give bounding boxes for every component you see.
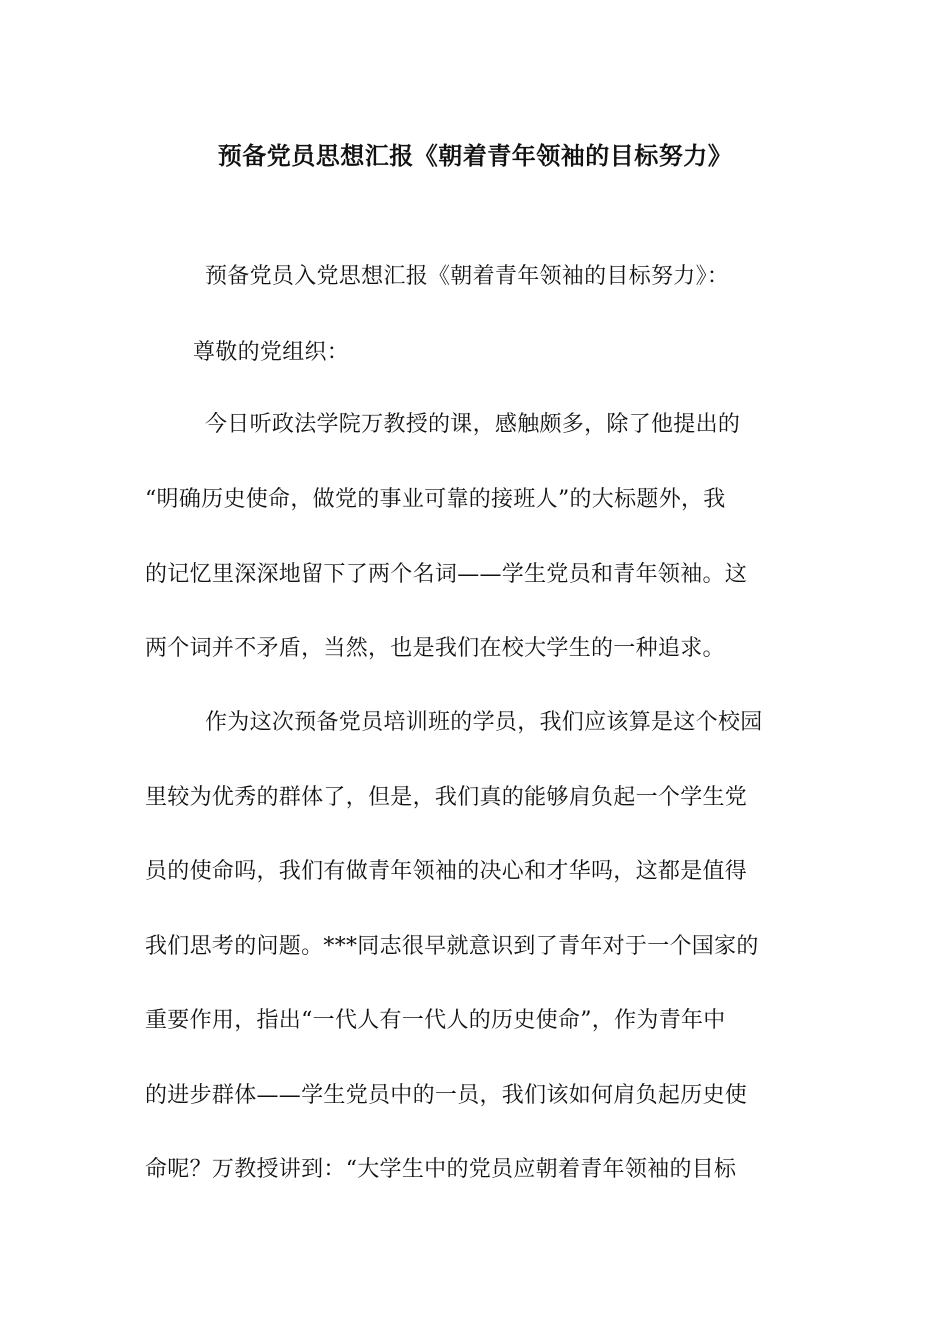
intro-line: 预备党员入党思想汇报《朝着青年领袖的目标努力》： [205, 264, 730, 289]
paragraph-2-line-1: 作为这次预备党员培训班的学员，我们应该算是这个校园 [205, 710, 763, 735]
paragraph-2-line-4: 我们思考的问题。***同志很早就意识到了青年对于一个国家的 [145, 934, 759, 959]
document-title: 预备党员思想汇报《朝着青年领袖的目标努力》 [217, 141, 733, 170]
paragraph-1-line-4: 两个词并不矛盾，当然，也是我们在校大学生的一种追求。 [145, 636, 725, 661]
salutation-line: 尊敬的党组织： [193, 340, 350, 365]
paragraph-2-line-5: 重要作用，指出“一代人有一代人的历史使命”，作为青年中 [145, 1008, 726, 1033]
paragraph-2-line-7: 命呢？万教授讲到：“大学生中的党员应朝着青年领袖的目标 [145, 1157, 737, 1182]
paragraph-2-line-2: 里较为优秀的群体了，但是，我们真的能够肩负起一个学生党 [145, 785, 748, 810]
paragraph-1-line-1: 今日听政法学院万教授的课，感触颇多，除了他提出的 [205, 412, 741, 437]
paragraph-2-line-6: 的进步群体——学生党员中的一员，我们该如何肩负起历史使 [145, 1083, 748, 1108]
paragraph-2-line-3: 员的使命吗，我们有做青年领袖的决心和才华吗，这都是值得 [145, 859, 748, 884]
paragraph-1-line-3: 的记忆里深深地留下了两个名词——学生党员和青年领袖。这 [145, 562, 748, 587]
paragraph-1-line-2: “明确历史使命，做党的事业可靠的接班人”的大标题外，我 [145, 487, 726, 512]
